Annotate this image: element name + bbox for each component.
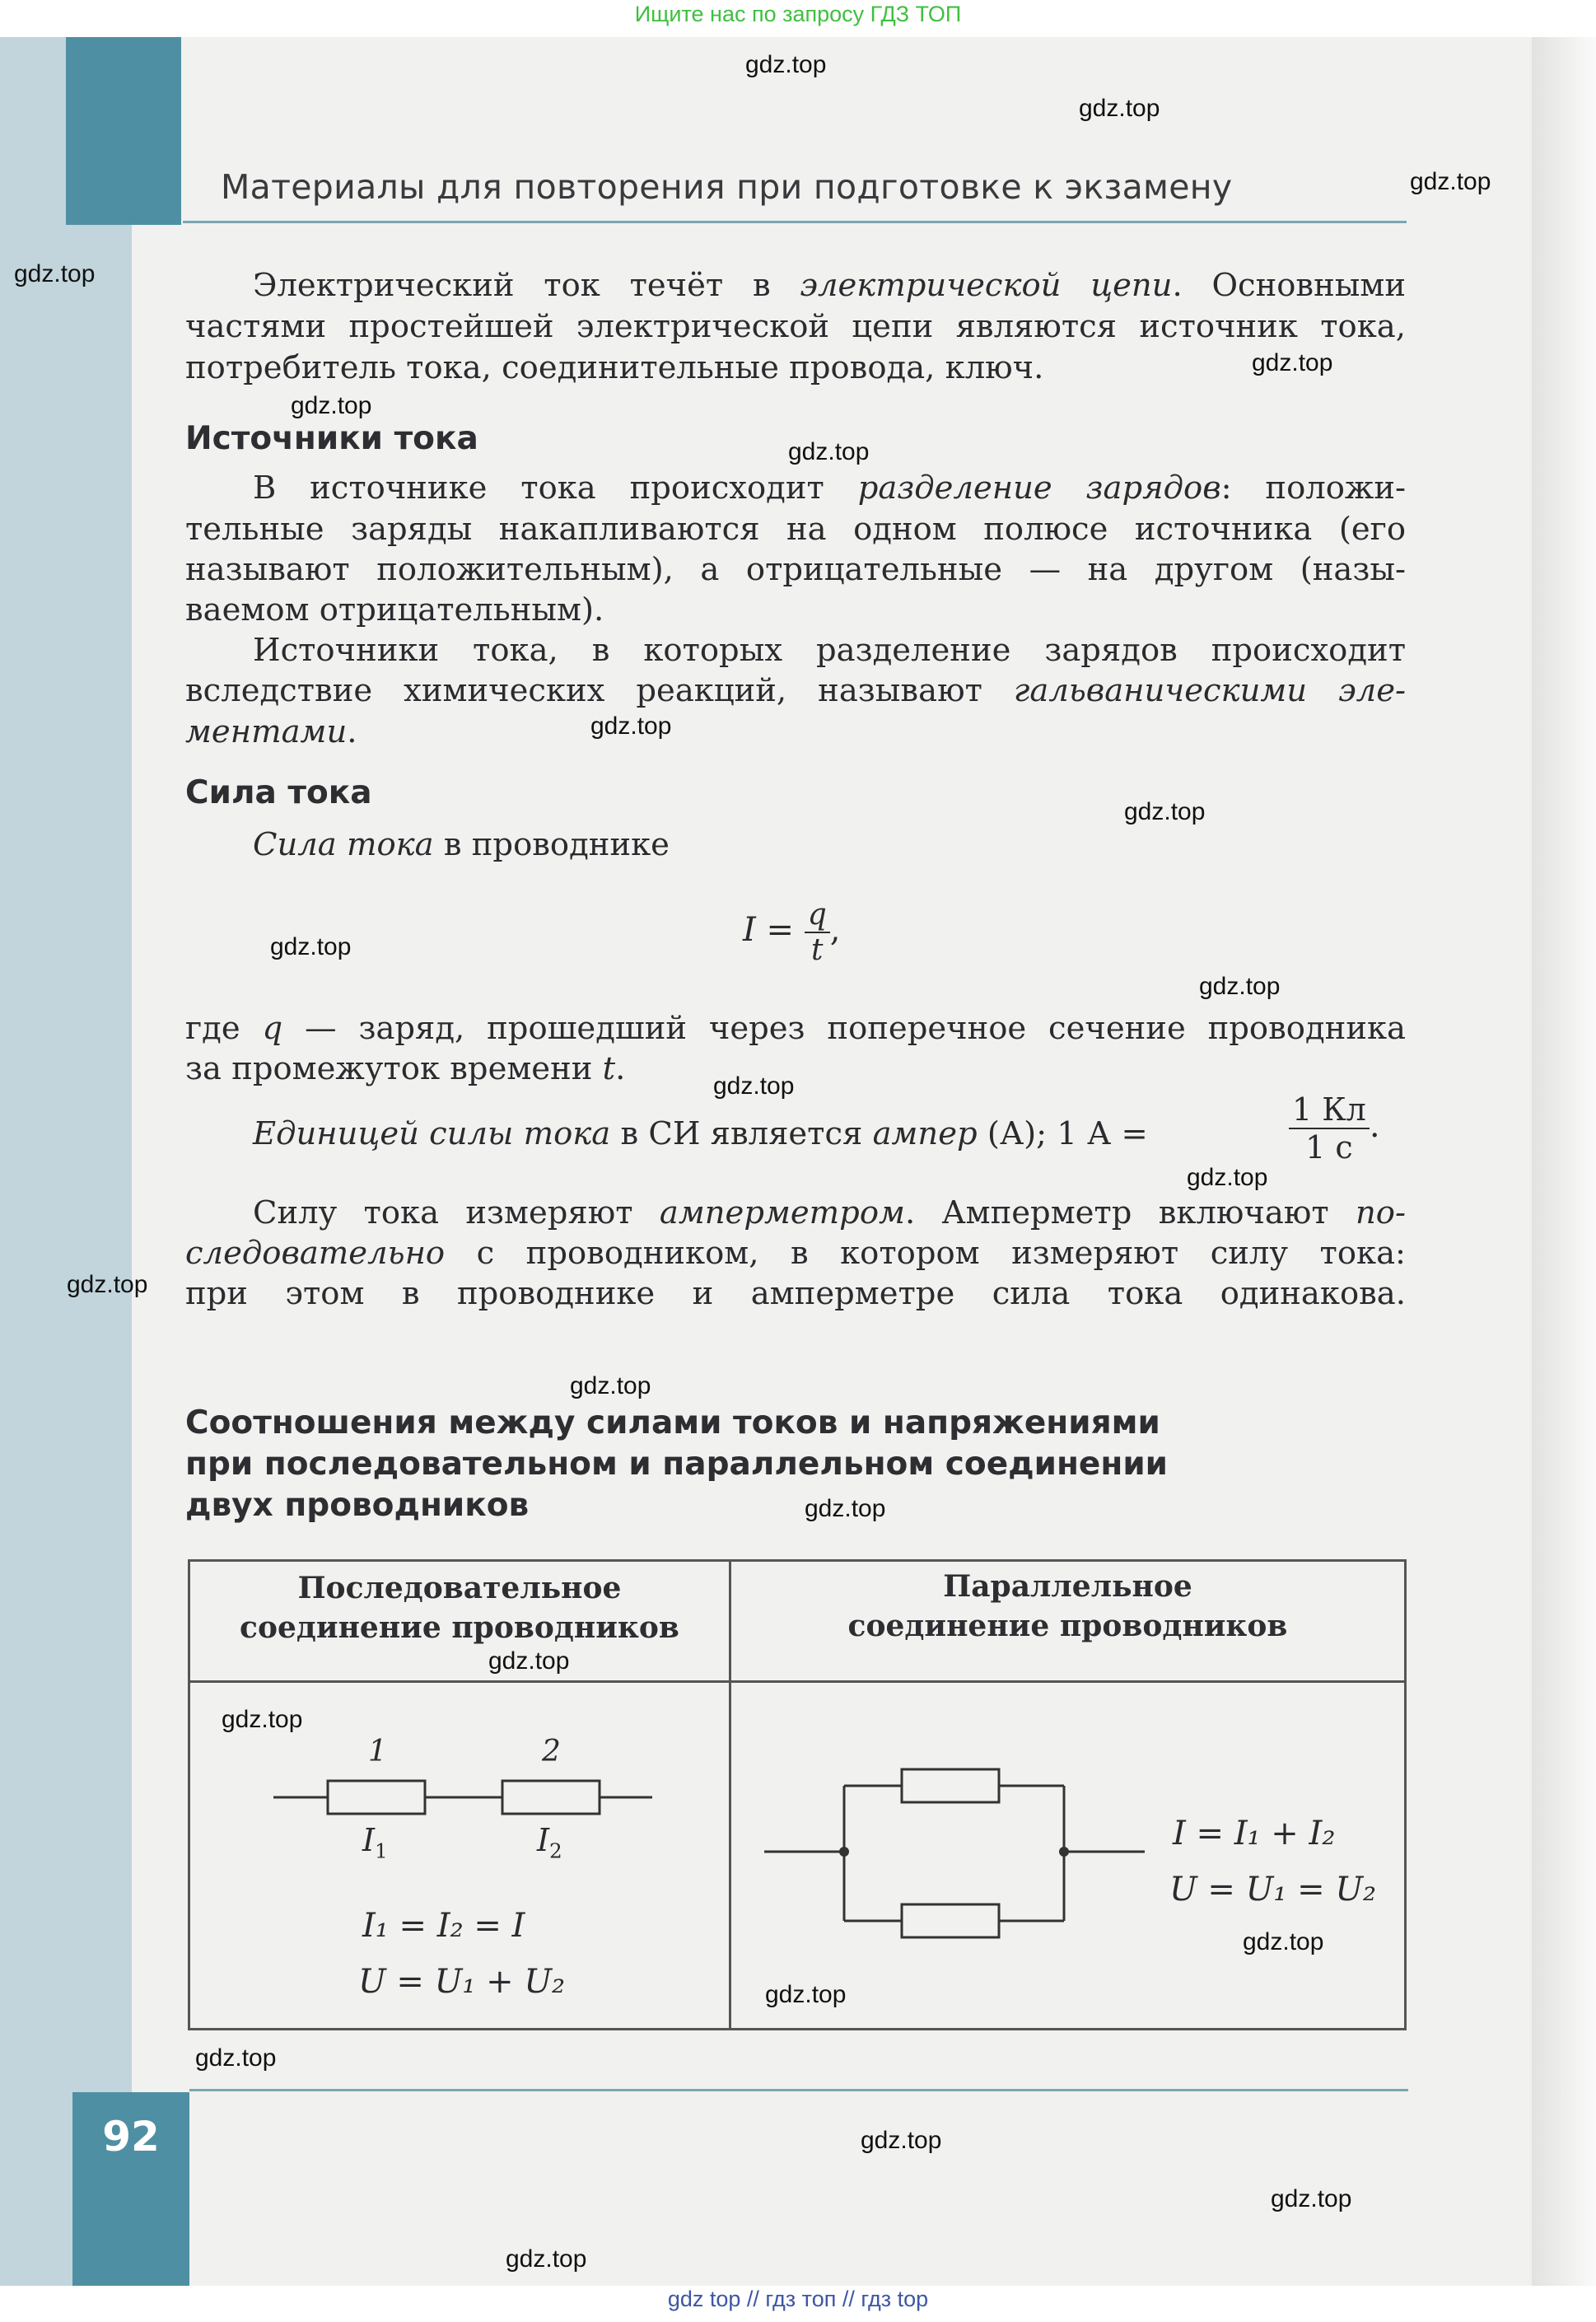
sources-para-2-line-1: Источники тока, в которых разделение зарядов происходит bbox=[253, 632, 1406, 669]
page-edge bbox=[1532, 37, 1596, 2286]
resistor-2 bbox=[902, 1904, 999, 1937]
series-current-1: $I_1$ bbox=[362, 1822, 388, 1863]
watermark: gdz.top bbox=[291, 392, 372, 419]
series-circuit-diagram bbox=[264, 1735, 659, 1870]
page-header-title: Материалы для повторения при подготовке к экзамену bbox=[221, 167, 1233, 207]
unit-line: Единицей силы тока в СИ является ампер (А); 1 А = bbox=[253, 1115, 1148, 1152]
watermark: gdz.top bbox=[1079, 95, 1160, 122]
current-definition: Сила тока в проводнике bbox=[253, 826, 670, 863]
footer-rule bbox=[189, 2089, 1408, 2091]
watermark: gdz.top bbox=[222, 1706, 303, 1733]
bottom-banner[interactable]: gdz top // гдз топ // гдз top bbox=[667, 2287, 929, 2311]
watermark: gdz.top bbox=[1271, 2185, 1352, 2212]
watermark: gdz.top bbox=[765, 1981, 847, 2008]
watermark: gdz.top bbox=[1124, 798, 1206, 825]
sources-para-1-line-1: В источнике тока происходит разделение зарядов: положи- bbox=[253, 470, 1406, 507]
series-label-1: 1 bbox=[368, 1735, 387, 1768]
watermark: gdz.top bbox=[590, 712, 672, 740]
page-number: 92 bbox=[102, 2113, 160, 2161]
header-accent-block bbox=[66, 37, 181, 225]
top-banner[interactable]: Ищите нас по запросу ГДЗ ТОП bbox=[634, 2, 962, 26]
watermark: gdz.top bbox=[195, 2044, 277, 2072]
sources-para-1-line-4: ваемом отрицательным). bbox=[185, 591, 604, 628]
section-heading-sources: Источники тока bbox=[185, 420, 478, 457]
watermark: gdz.top bbox=[1243, 1928, 1324, 1955]
watermark: gdz.top bbox=[788, 438, 870, 465]
measure-line-3: при этом в проводнике и амперметре сила тока одинакова. bbox=[185, 1275, 1406, 1312]
resistor-1 bbox=[328, 1781, 425, 1814]
current-formula: I = $\frac{q}{t}$ , bbox=[743, 898, 841, 967]
series-current-2: $I_2$ bbox=[537, 1822, 562, 1863]
series-label-2: 2 bbox=[542, 1735, 561, 1768]
where-line-2: за промежуток времени t. bbox=[185, 1050, 626, 1087]
watermark: gdz.top bbox=[1252, 349, 1333, 376]
sources-para-1-line-3: называют положительным), а отрицательные — на другом (назы- bbox=[185, 551, 1406, 588]
parallel-formula-current: I = I₁ + I₂ bbox=[1173, 1815, 1336, 1852]
resistor-1 bbox=[902, 1769, 999, 1802]
section-heading-current: Сила тока bbox=[185, 774, 372, 811]
parallel-formula-voltage: U = U₁ = U₂ bbox=[1169, 1871, 1377, 1909]
watermark: gdz.top bbox=[14, 260, 96, 287]
watermark: gdz.top bbox=[1187, 1164, 1268, 1191]
unit-fraction: $\frac{1 Кл}{1 с}$ . bbox=[1289, 1091, 1380, 1166]
sources-para-1-line-2: тельные заряды накапливаются на одном полюсе источника (его bbox=[185, 511, 1406, 548]
watermark: gdz.top bbox=[1410, 168, 1491, 195]
measure-line-2: следовательно с проводником, в котором измеряют силу тока: bbox=[185, 1235, 1406, 1272]
watermark: gdz.top bbox=[805, 1495, 886, 1522]
watermark: gdz.top bbox=[570, 1372, 651, 1399]
side-strip bbox=[0, 37, 132, 2286]
watermark: gdz.top bbox=[270, 933, 352, 960]
watermark: gdz.top bbox=[506, 2245, 587, 2273]
sources-para-2-line-3: ментами. bbox=[185, 713, 357, 750]
table-header-divider bbox=[188, 1680, 1407, 1683]
watermark: gdz.top bbox=[861, 2127, 942, 2154]
intro-line-3: потребитель тока, соединительные провода, ключ. bbox=[185, 349, 1044, 386]
resistor-2 bbox=[502, 1781, 600, 1814]
watermark: gdz.top bbox=[488, 1647, 570, 1675]
watermark: gdz.top bbox=[713, 1072, 795, 1100]
watermark: gdz.top bbox=[745, 51, 827, 78]
measure-line-1: Силу тока измеряют амперметром. Амперметр включают по- bbox=[253, 1194, 1406, 1231]
sources-para-2-line-2: вследствие химических реакций, называют гальваническими эле- bbox=[185, 672, 1406, 709]
parallel-circuit-diagram bbox=[758, 1754, 1153, 1952]
intro-line-2: частями простейшей электрической цепи являются источник тока, bbox=[185, 308, 1406, 345]
series-formula-current: I₁ = I₂ = I bbox=[362, 1907, 525, 1945]
table-header-series: Последовательное соединение проводников bbox=[240, 1571, 679, 1645]
header-rule bbox=[183, 221, 1407, 223]
series-formula-voltage: U = U₁ + U₂ bbox=[358, 1963, 566, 2001]
watermark: gdz.top bbox=[67, 1271, 148, 1298]
where-line-1: где q — заряд, прошедший через поперечное сечение проводника bbox=[185, 1010, 1406, 1047]
watermark: gdz.top bbox=[1199, 973, 1281, 1000]
table-header-parallel: Параллельное соединение проводников bbox=[847, 1569, 1288, 1643]
section-heading-relations: Соотношения между силами токов и напряжениями при последовательном и параллельном соединении двух проводников bbox=[185, 1404, 1168, 1524]
intro-paragraph: Электрический ток течёт в электрической цепи. Основными bbox=[253, 267, 1406, 304]
